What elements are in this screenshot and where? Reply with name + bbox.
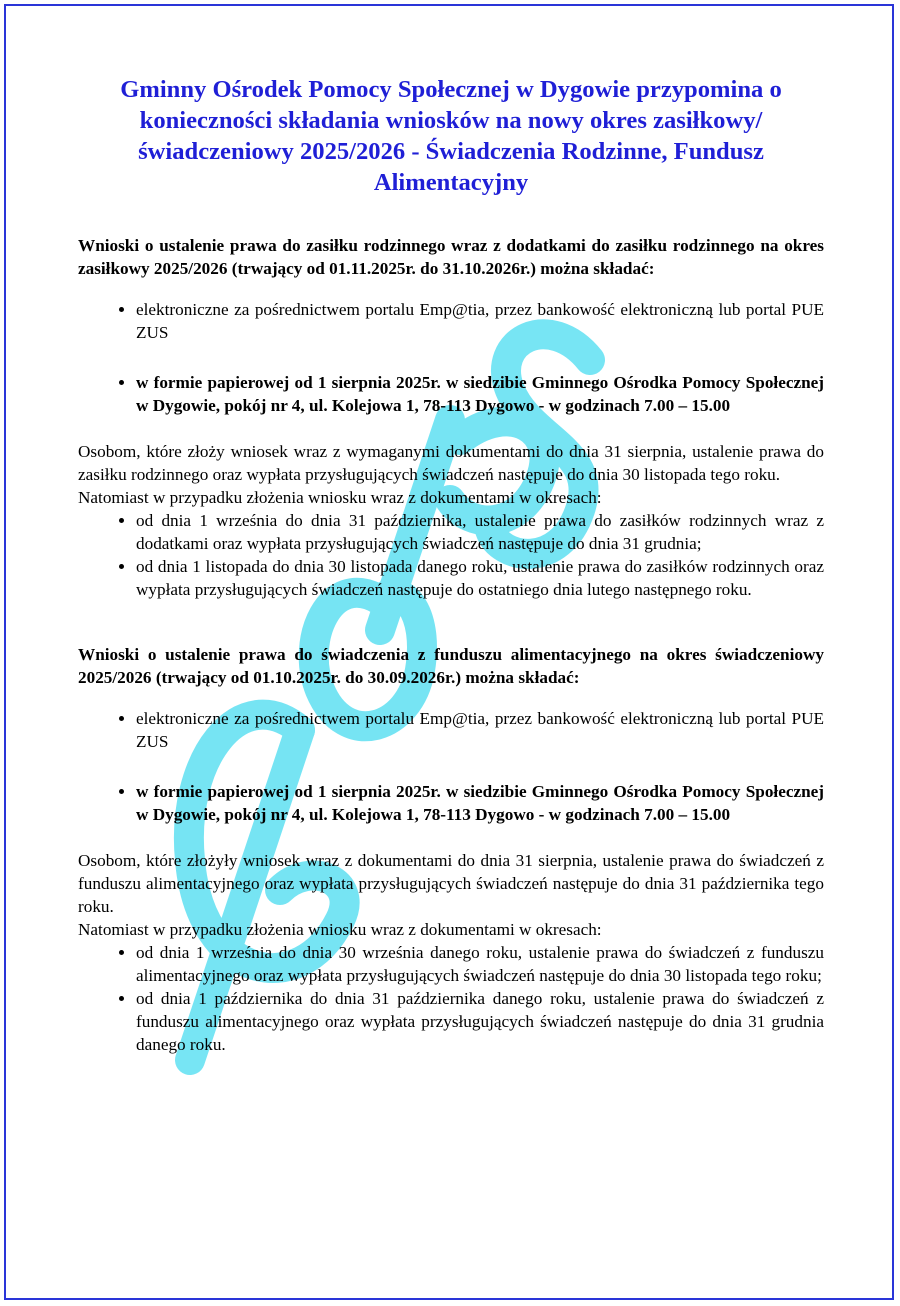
list-item: • w formie papierowej od 1 sierpnia 2025r. w siedzibie Gminnego Ośrodka Pomocy Społecznej w Dygowie, pokój nr 4, ul. Kolejowa 1, 78-113 Dygowo - w godzinach 7.00 – 15.00 [136,371,824,417]
section2-paragraph-2: Natomiast w przypadku złożenia wniosku wraz z dokumentami w okresach: [78,920,602,939]
section2-periods-list [78,941,824,1056]
list-item: • od dnia 1 września do dnia 30 września danego roku, ustalenie prawa do świadczeń z funduszu alimentacyjnego oraz wypłata przysługujących świadczeń następuje do dnia 30 listopada tego roku; [136,941,824,987]
document-body [78,74,824,1056]
section1-paragraph-2: Natomiast w przypadku złożenia wniosku wraz z dokumentami w okresach: [78,488,602,507]
section2-heading: Wnioski o ustalenie prawa do świadczenia z funduszu alimentacyjnego na okres świadczeniowy 2025/2026 (trwający od 01.10.2025r. do 30.09.2026r.) można składać: [78,645,824,687]
list-item: • w formie papierowej od 1 sierpnia 2025r. w siedzibie Gminnego Ośrodka Pomocy Społecznej w Dygowie, pokój nr 4, ul. Kolejowa 1, 78-113 Dygowo - w godzinach 7.00 – 15.00 [136,780,824,826]
section1-periods-list [78,509,824,601]
page-title: Gminny Ośrodek Pomocy Społecznej w Dygowie przypomina o konieczności składania wniosków na nowy okres zasiłkowy/świadczeniowy 2025/2026 - Świadczenia Rodzinne, Fundusz Alimentacyjny [120,76,782,196]
section2-paragraph-1: Osobom, które złożyły wniosek wraz z dokumentami do dnia 31 sierpnia, ustalenie prawa do świadczeń z funduszu alimentacyjnego oraz wypłata przysługujących świadczeń następuje do dnia 31 października tego roku. [78,851,824,916]
section1-paragraph-1: Osobom, które złoży wniosek wraz z wymaganymi dokumentami do dnia 31 sierpnia, ustalenie prawa do zasiłku rodzinnego oraz wypłata przysługujących świadczeń następuje do dnia 30 listopada tego roku. [78,442,824,484]
list-item: • od dnia 1 października do dnia 31 października danego roku, ustalenie prawa do świadczeń z funduszu alimentacyjnego oraz wypłata przysługujących świadczeń następuje do dnia 31 grudnia danego roku. [136,987,824,1056]
list-item: • od dnia 1 września do dnia 31 października, ustalenie prawa do zasiłków rodzinnych wraz z dodatkami oraz wypłata przysługujących świadczeń następuje do dnia 31 grudnia; [136,509,824,555]
section1-options-list [78,298,824,417]
list-item: • elektroniczne za pośrednictwem portalu Emp@tia, przez bankowość elektroniczną lub portal PUE ZUS [136,298,824,344]
section2-options-list [78,707,824,826]
list-item: • elektroniczne za pośrednictwem portalu Emp@tia, przez bankowość elektroniczną lub portal PUE ZUS [136,707,824,753]
list-item: • od dnia 1 listopada do dnia 30 listopada danego roku, ustalenie prawa do zasiłków rodzinnych oraz wypłata przysługujących świadczeń następuje do ostatniego dnia lutego następnego roku. [136,555,824,601]
section1-heading: Wnioski o ustalenie prawa do zasiłku rodzinnego wraz z dodatkami do zasiłku rodzinnego na okres zasiłkowy 2025/2026 (trwający od 01.11.2025r. do 31.10.2026r.) można składać: [78,236,824,278]
